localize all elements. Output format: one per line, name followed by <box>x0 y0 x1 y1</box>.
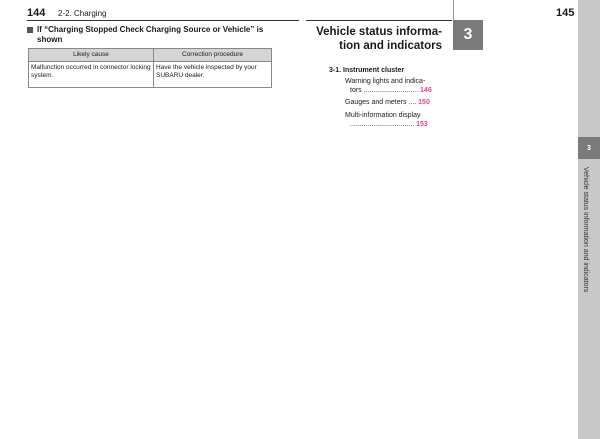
toc-item-multi-info-display[interactable]: Multi-information display <box>345 112 421 119</box>
table-cell: Have the vehicle inspected by your SUBARU dealer. <box>154 62 272 88</box>
header-rule <box>27 20 299 21</box>
toc-section-title: 3-1. Instrument cluster <box>329 67 405 74</box>
section-label: 2-2. Charging <box>58 9 107 18</box>
right-page-number: 145 <box>556 7 575 19</box>
toc-item-text: tors ............................ <box>350 87 419 94</box>
column-header: Correction procedure <box>154 49 272 62</box>
toc-item-text: Gauges and meters .... <box>345 99 417 106</box>
table-row <box>29 62 272 88</box>
chapter-title <box>312 25 442 53</box>
chapter-number-box: 3 <box>453 20 483 50</box>
toc-item-warning-lights-cont[interactable] <box>350 86 432 96</box>
column-header: Likely cause <box>29 49 154 62</box>
toc-page-link[interactable]: 150 <box>418 99 430 106</box>
side-tab-label: Vehicle status information and indicators <box>582 167 589 293</box>
toc-page-link[interactable]: 146 <box>420 87 432 94</box>
toc-item-warning-lights[interactable]: Warning lights and indica- <box>345 78 426 85</box>
chapter-title-line-2: tion and indicators <box>339 40 442 52</box>
toc-item-multi-info-display-cont[interactable] <box>350 120 428 130</box>
table-cell: Malfunction occurred in connector locking system. <box>29 62 154 88</box>
cause-correction-table <box>28 48 272 88</box>
toc-item-text: ................................. <box>350 121 415 128</box>
side-chapter-tab[interactable]: 3 <box>578 137 600 159</box>
chapter-title-line-1: Vehicle status informa- <box>316 26 442 38</box>
chapter-divider-line <box>453 0 454 20</box>
heading-text <box>37 25 263 45</box>
toc-item-gauges-meters[interactable] <box>345 98 430 108</box>
heading-line-2: shown <box>37 35 63 44</box>
square-bullet-icon <box>27 27 33 33</box>
left-page-number: 144 <box>27 7 46 19</box>
toc-page-link[interactable]: 153 <box>416 121 428 128</box>
heading-line-1: If “Charging Stopped Check Charging Source or Vehicle” is <box>37 25 264 34</box>
section-heading <box>27 25 287 45</box>
header-rule <box>306 20 452 21</box>
table-header-row <box>29 49 272 62</box>
